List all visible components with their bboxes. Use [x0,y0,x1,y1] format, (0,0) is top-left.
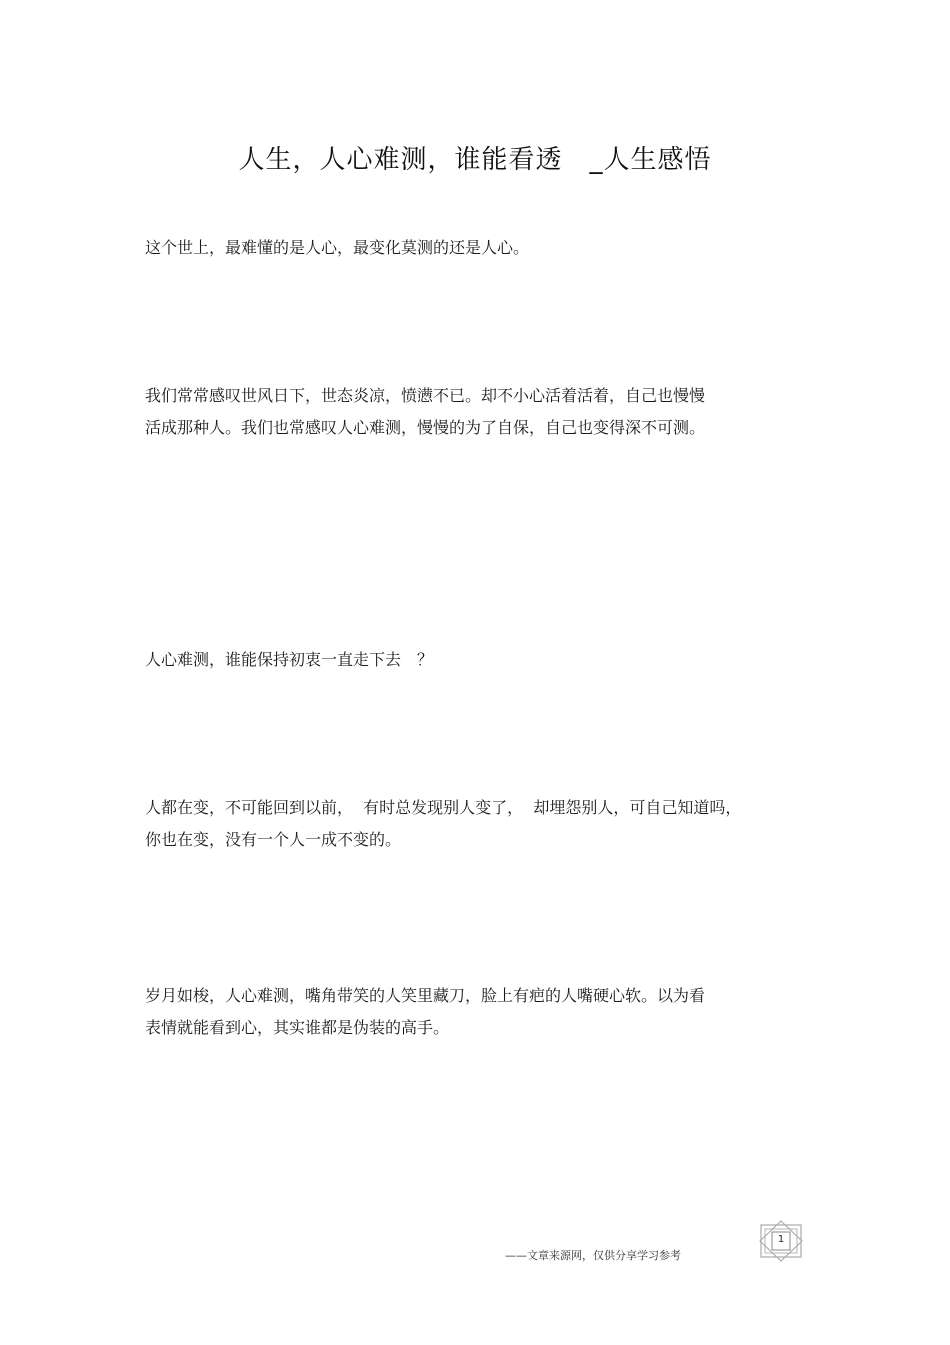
paragraph-line: 你也在变，没有一个人一成不变的。 [145,830,402,849]
page-number-badge [758,1220,804,1262]
paragraph-line: 人都在变，不可能回到以前， 有时总发现别人变了， 却埋怨别人，可自己知道吗， [145,798,742,817]
paragraph-line: 我们常常感叹世风日下，世态炎凉，愤懑不已。却不小心活着活着，自己也慢慢 [145,386,706,405]
page-number: 1 [777,1234,785,1245]
paragraph-4 [145,792,805,856]
paragraph-line: 岁月如梭，人心难测，嘴角带笑的人笑里藏刀，脸上有疤的人嘴硬心软。以为看 [145,986,706,1005]
paragraph-5 [145,980,805,1044]
paragraph-line: 表情就能看到心，其实谁都是伪装的高手。 [145,1018,450,1037]
paragraph-line: 活成那种人。我们也常感叹人心难测，慢慢的为了自保，自己也变得深不可测。 [145,418,706,437]
footer-source-note: ——文章来源网，仅供分享学习参考 [505,1249,681,1262]
paragraph-line: 人心难测，谁能保持初衷一直走下去 ？ [145,650,434,669]
paragraph-1 [145,232,805,264]
paragraph-2 [145,380,805,444]
paragraph-3 [145,644,805,676]
paragraph-line: 这个世上，最难懂的是人心，最变化莫测的还是人心。 [145,238,530,257]
document-title: 人生，人心难测，谁能看透 _人生感悟 [238,145,712,175]
